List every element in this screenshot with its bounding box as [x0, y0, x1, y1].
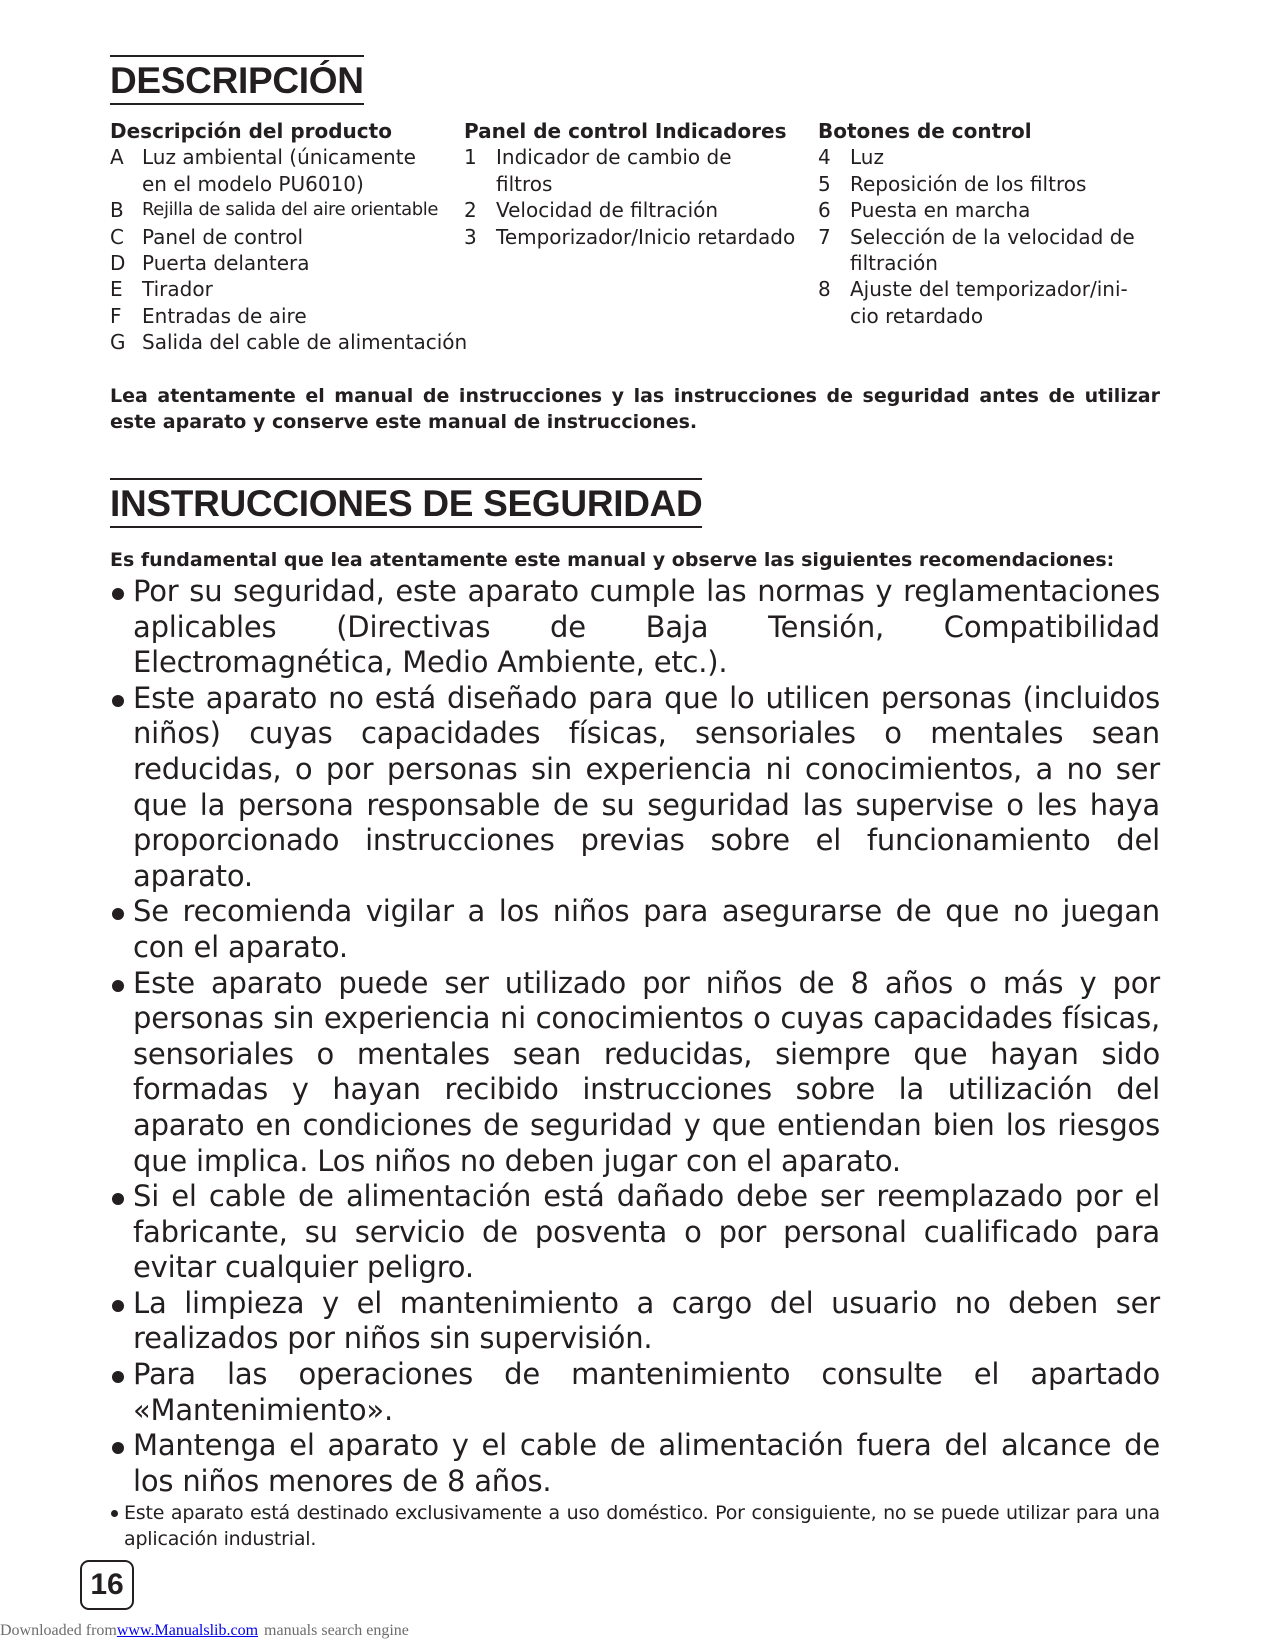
item-text: Entradas de aire — [142, 303, 307, 328]
bullet-text: Este aparato está destinado exclusivamente a uso doméstico. Por consiguiente, no se puede utilizar para una aplicación industrial. — [124, 1502, 1160, 1551]
footer-suffix: manuals search engine — [264, 1622, 409, 1639]
product-description-heading: Descripción del producto — [110, 119, 392, 143]
item-key: E — [110, 277, 123, 302]
list-item — [818, 276, 1168, 329]
item-text: Panel de control — [142, 224, 303, 249]
bullet-text: Mantenga el aparato y el cable de alimentación fuera del alcance de los niños menores de 8 años. — [133, 1428, 1160, 1498]
item-text: Selección de la velocidad de — [850, 224, 1135, 249]
list-item — [110, 144, 450, 197]
safety-intro: Es fundamental que lea atentamente este manual y observe las siguientes recomendaciones: — [110, 549, 1115, 571]
control-buttons-heading: Botones de control — [818, 119, 1032, 143]
page-number: 16 — [80, 1560, 134, 1610]
list-item — [818, 224, 1168, 277]
item-key: 5 — [818, 171, 831, 196]
item-key: 1 — [464, 145, 477, 170]
bullet-text: Por su seguridad, este aparato cumple las normas y reglamentaciones aplicables (Directivas de Baja Tensión, Compatibilidad Electromagnética, Medio Ambiente, etc.). — [133, 574, 1160, 680]
section-title-descripcion: DESCRIPCIÓN — [110, 55, 364, 105]
list-item — [464, 224, 814, 250]
control-panel-indicators-column — [464, 118, 814, 250]
bullet-text: Para las operaciones de mantenimiento consulte el apartado «Mantenimiento». — [133, 1357, 1160, 1427]
item-text: Puesta en marcha — [850, 198, 1031, 223]
bullet-text: Se recomienda vigilar a los niños para asegurarse de que no juegan con el aparato. — [133, 894, 1160, 964]
item-key: 2 — [464, 198, 477, 223]
item-text: Velocidad de filtración — [496, 198, 719, 223]
list-item — [110, 894, 1160, 965]
item-key: 7 — [818, 224, 831, 249]
footer-prefix: Downloaded from — [0, 1622, 117, 1639]
list-item — [110, 966, 1160, 1180]
list-item — [110, 1357, 1160, 1428]
list-item — [110, 1500, 1160, 1552]
item-text: filtración — [850, 251, 938, 276]
item-text: Temporizador/Inicio retardado — [496, 224, 796, 249]
item-key: 3 — [464, 224, 477, 249]
list-item — [110, 1179, 1160, 1286]
list-item — [110, 329, 468, 355]
bullet-text: Este aparato puede ser utilizado por niños de 8 años o más y por personas sin experiencia ni conocimientos o cuyas capacidades físicas, sensoriales o mentales sean reducidas, siempre que hayan sido formadas y hayan recibido instrucciones sobre la utilización del aparato en condiciones de seguridad y que entiendan bien los riesgos que implica. Los niños no deben jugar con el aparato. — [133, 965, 1160, 1178]
list-item — [110, 276, 450, 302]
item-key: A — [110, 145, 124, 170]
item-text: Luz — [850, 145, 884, 170]
item-text: Indicador de cambio de — [496, 145, 732, 170]
list-item — [464, 144, 814, 197]
item-text: Salida del cable de alimentación — [142, 330, 468, 355]
item-text: Luz ambiental (únicamente — [142, 145, 416, 170]
item-text: filtros — [496, 171, 553, 196]
item-text: Reposición de los filtros — [850, 171, 1087, 196]
download-footer — [0, 1622, 409, 1640]
item-key: G — [110, 330, 126, 355]
safety-instructions-list — [110, 574, 1160, 1552]
bullet-text: Este aparato no está diseñado para que lo utilicen personas (incluidos niños) cuyas capacidades físicas, sensoriales o mentales sean reducidas, o por personas sin experiencia ni conocimientos, a no ser que la persona responsable de su seguridad las supervise o les haya proporcionado instrucciones previas sobre el funcionamiento del aparato. — [133, 680, 1160, 893]
item-text: cio retardado — [850, 303, 984, 328]
list-item — [110, 574, 1160, 681]
product-description-column — [110, 118, 468, 356]
item-text: Ajuste del temporizador/ini- — [850, 277, 1128, 302]
list-item — [818, 144, 1168, 170]
item-key: 8 — [818, 277, 831, 302]
manualslib-link[interactable]: www.Manualslib.com — [116, 1622, 259, 1639]
item-key: 6 — [818, 198, 831, 223]
item-key: F — [110, 303, 122, 328]
item-key: B — [110, 198, 124, 223]
list-item — [818, 197, 1168, 223]
list-item — [110, 1428, 1160, 1499]
control-buttons-column — [818, 118, 1168, 329]
list-item — [110, 303, 450, 329]
item-text: Rejilla de salida del aire orientable — [142, 199, 439, 221]
list-item — [110, 681, 1160, 895]
list-item — [464, 197, 814, 223]
section-title-seguridad: INSTRUCCIONES DE SEGURIDAD — [110, 478, 702, 528]
indicators-heading: Panel de control Indicadores — [464, 119, 787, 143]
bullet-text: Si el cable de alimentación está dañado debe ser reemplazado por el fabricante, su servicio de posventa o por personal cualificado para evitar cualquier peligro. — [133, 1179, 1160, 1285]
list-item — [110, 224, 450, 250]
item-key: D — [110, 251, 126, 276]
item-key: 4 — [818, 145, 831, 170]
item-text: Puerta delantera — [142, 251, 310, 276]
list-item — [110, 1286, 1160, 1357]
item-text: en el modelo PU6010) — [142, 171, 364, 196]
bullet-text: La limpieza y el mantenimiento a cargo del usuario no deben ser realizados por niños sin supervisión. — [133, 1285, 1160, 1356]
list-item — [110, 197, 450, 223]
item-key: C — [110, 224, 124, 249]
read-manual-note: Lea atentamente el manual de instrucciones y las instrucciones de seguridad antes de utilizar este aparato y conserve este manual de instrucciones. — [110, 385, 1160, 433]
list-item — [110, 250, 450, 276]
list-item — [818, 171, 1168, 197]
item-text: Tirador — [142, 277, 213, 302]
